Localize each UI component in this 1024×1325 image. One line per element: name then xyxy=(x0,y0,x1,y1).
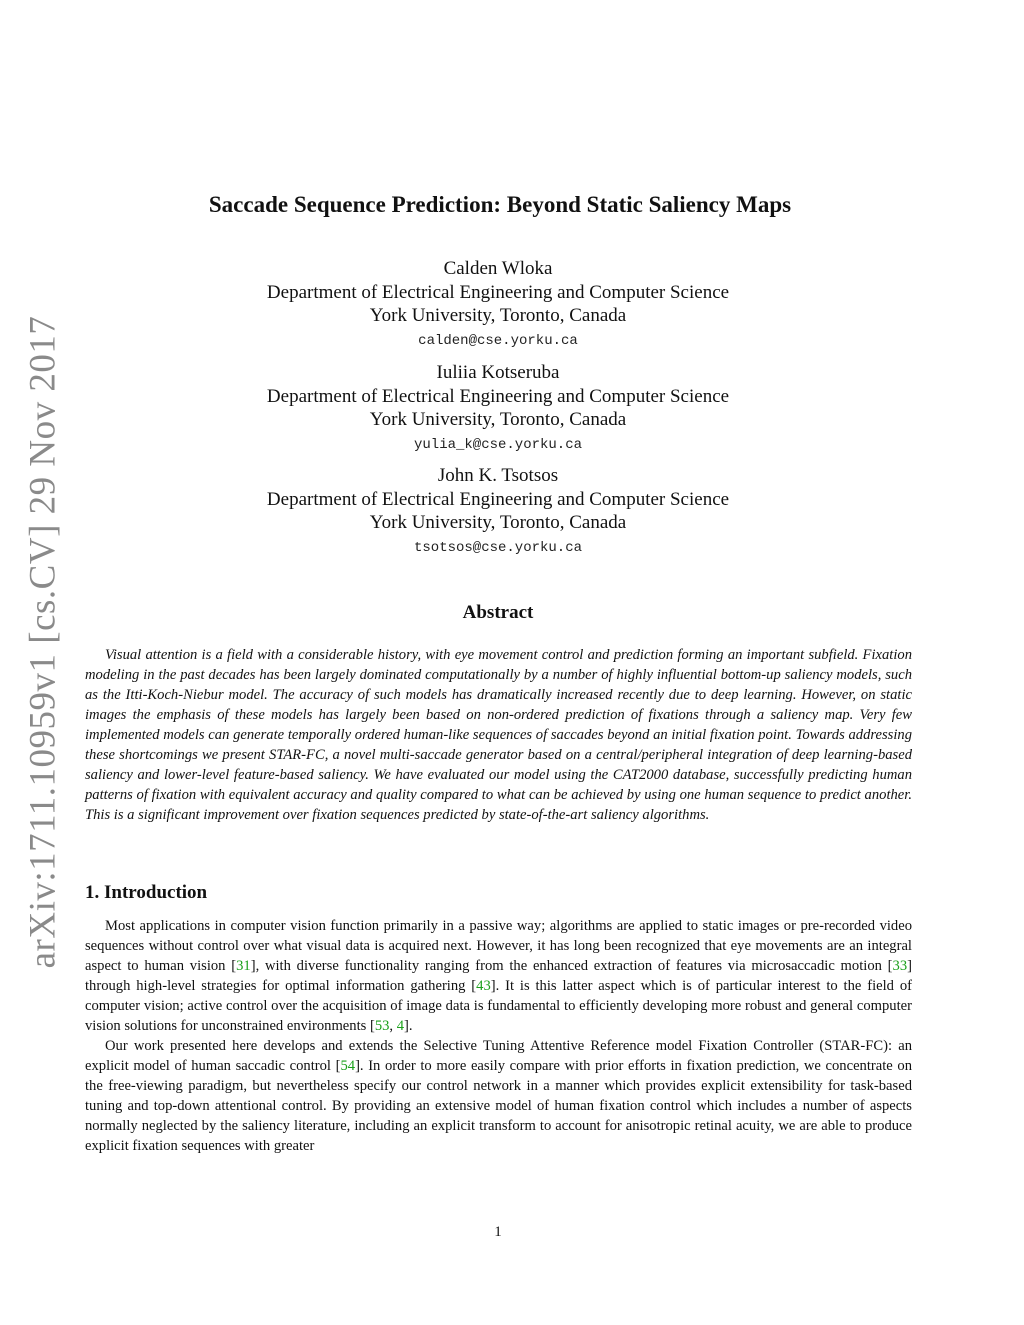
paragraph-text: ]. xyxy=(404,1018,413,1034)
author-email[interactable]: yulia_k@cse.yorku.ca xyxy=(413,436,583,453)
paragraph-text: ]. It is this latter aspect which is of particular interest to the field of computer vision; active control over the acquisition of image data is fundamental to efficiently developing more robust and general computer vision solutions for unconstrained environments [ xyxy=(85,978,912,1034)
author-email[interactable]: tsotsos@cse.yorku.ca xyxy=(413,539,583,556)
author-block xyxy=(0,361,996,458)
paper-title: Saccade Sequence Prediction: Beyond Static Saliency Maps xyxy=(208,192,792,217)
paragraph-text: Our work presented here develops and extends the Selective Tuning Attentive Reference model Fixation Controller (STAR-FC): an explicit model of human saccadic control [ xyxy=(85,1038,912,1074)
author-department: Department of Electrical Engineering and Computer Science xyxy=(266,488,730,510)
author-block xyxy=(0,464,996,561)
citation-link[interactable]: 31 xyxy=(236,958,251,974)
paragraph-text: ] through high-level strategies for optimal information gathering [ xyxy=(85,958,912,994)
page-number: 1 xyxy=(494,1224,502,1240)
author-block xyxy=(0,257,996,354)
citation-link[interactable]: 43 xyxy=(476,978,491,994)
introduction-body xyxy=(85,916,912,1156)
paragraph xyxy=(85,916,912,1036)
citation-link[interactable]: 54 xyxy=(340,1058,356,1074)
paragraph-text: ], with diverse functionality ranging from the enhanced extraction of features via microsaccadic motion [ xyxy=(250,958,893,974)
author-email[interactable]: calden@cse.yorku.ca xyxy=(418,332,578,349)
author-affiliation: York University, Toronto, Canada xyxy=(369,305,627,326)
arxiv-identifier-stamp: arXiv:1711.10959v1 [cs.CV] 29 Nov 2017 xyxy=(22,315,64,969)
author-name: Calden Wloka xyxy=(443,258,553,279)
paragraph xyxy=(85,1036,912,1156)
author-department: Department of Electrical Engineering and Computer Science xyxy=(266,385,730,407)
author-name: John K. Tsotsos xyxy=(437,465,559,486)
author-department: Department of Electrical Engineering and Computer Science xyxy=(266,281,730,303)
citation-separator: , xyxy=(389,1018,397,1034)
author-name: Iuliia Kotseruba xyxy=(436,362,560,383)
introduction-heading: 1. Introduction xyxy=(85,882,208,903)
citation-link[interactable]: 53 xyxy=(374,1018,390,1034)
abstract-heading: Abstract xyxy=(462,602,534,623)
author-affiliation: York University, Toronto, Canada xyxy=(369,512,627,533)
abstract-text: Visual attention is a field with a considerable history, with eye movement control and prediction forming an important subfield. Fixation modeling in the past decades has been largely dominated computationally by a number of highly influential bottom-up saliency models, such as the Itti-Koch-Niebur model. The accuracy of such models has dramatically increased recently due to deep learning. However, on static images the emphasis of these models has largely been based on non-ordered prediction of fixations through a saliency map. Very few implemented models can generate temporally ordered human-like sequences of saccades beyond an initial fixation point. Towards addressing these shortcomings we present STAR-FC, a novel multi-saccade generator based on a central/peripheral integration of deep learning-based saliency and lower-level feature-based saliency. We have evaluated our model using the CAT2000 database, successfully predicting human patterns of fixation with equivalent accuracy and quality compared to what can be achieved by using one human sequence to predict another. This is a significant improvement over fixation sequences predicted by state-of-the-art saliency algorithms. xyxy=(85,647,912,823)
citation-link[interactable]: 4 xyxy=(396,1018,404,1034)
paragraph-text: ]. In order to more easily compare with prior efforts in fixation prediction, we concentrate on the free-viewing paradigm, but nevertheless specify our control network in a manner which provides explicit extensibility for task-based tuning and top-down attentional control. By providing an extensive model of human fixation control which includes a number of aspects normally neglected by the saliency literature, including an explicit transform to account for anisotropic retinal acuity, we are able to produce explicit fixation sequences with greater xyxy=(85,1058,912,1154)
paragraph-text: Most applications in computer vision function primarily in a passive way; algorithms are applied to static images or pre-recorded video sequences without control over what visual data is acquired next. However, it has long been recognized that eye movements are an integral aspect to human vision [ xyxy=(85,918,912,974)
author-affiliation: York University, Toronto, Canada xyxy=(369,409,627,430)
citation-link[interactable]: 33 xyxy=(892,958,908,974)
